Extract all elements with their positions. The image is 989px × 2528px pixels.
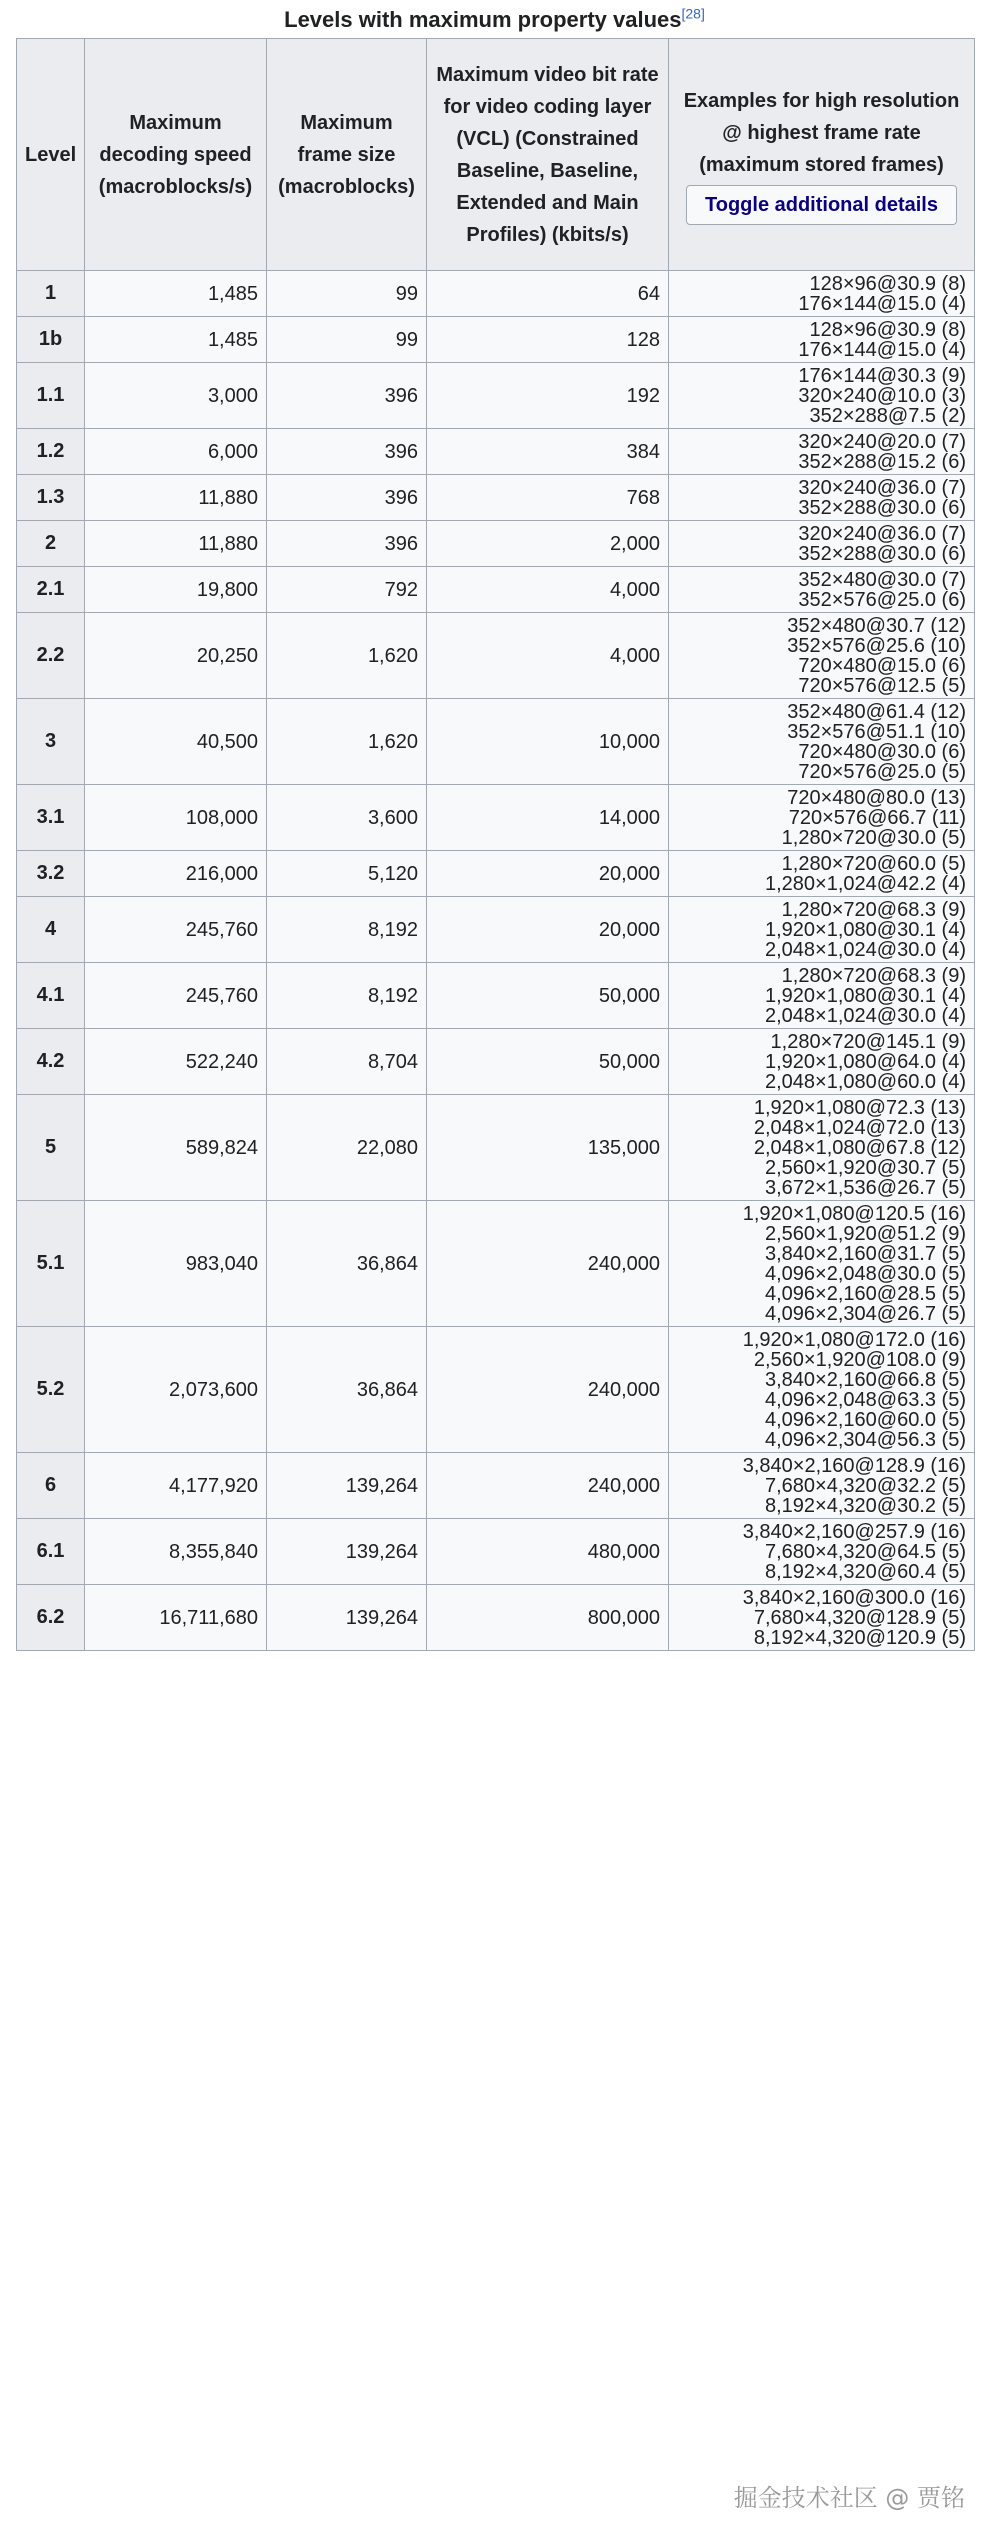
example-line: 352×480@61.4 (12) — [787, 700, 966, 723]
example-line: 352×480@30.0 (7) — [798, 568, 966, 591]
cell-frame: 36,864 — [267, 1327, 427, 1453]
cell-level: 4.1 — [17, 963, 85, 1029]
example-line: 720×480@30.0 (6) — [798, 740, 966, 763]
cell-level: 5.2 — [17, 1327, 85, 1453]
caption-title: Levels with maximum property values — [284, 7, 682, 32]
cell-level: 3 — [17, 699, 85, 785]
cell-speed: 245,760 — [85, 897, 267, 963]
table-row — [17, 963, 975, 1029]
cell-bitrate: 50,000 — [427, 963, 669, 1029]
cell-examples — [669, 429, 975, 475]
cell-speed: 11,880 — [85, 475, 267, 521]
cell-bitrate: 192 — [427, 363, 669, 429]
cell-speed: 8,355,840 — [85, 1519, 267, 1585]
cell-frame: 8,704 — [267, 1029, 427, 1095]
cell-speed: 40,500 — [85, 699, 267, 785]
table-row — [17, 1327, 975, 1453]
cell-bitrate: 128 — [427, 317, 669, 363]
cell-frame: 99 — [267, 317, 427, 363]
cell-frame: 396 — [267, 475, 427, 521]
example-line: 3,840×2,160@300.0 (16) — [742, 1586, 966, 1609]
example-line: 2,048×1,080@67.8 (12) — [753, 1136, 966, 1159]
cell-level: 2 — [17, 521, 85, 567]
example-line: 720×576@25.0 (5) — [798, 760, 966, 783]
cell-bitrate: 4,000 — [427, 567, 669, 613]
cell-level: 5 — [17, 1095, 85, 1201]
example-line: 8,192×4,320@120.9 (5) — [753, 1626, 966, 1649]
cell-level: 3.2 — [17, 851, 85, 897]
cell-speed: 2,073,600 — [85, 1327, 267, 1453]
table-row — [17, 699, 975, 785]
example-line: 320×240@20.0 (7) — [798, 430, 966, 453]
example-line: 8,192×4,320@30.2 (5) — [764, 1494, 966, 1517]
example-line: 7,680×4,320@64.5 (5) — [764, 1540, 966, 1563]
cell-bitrate: 135,000 — [427, 1095, 669, 1201]
levels-table — [16, 38, 975, 1651]
table-row — [17, 363, 975, 429]
example-line: 2,048×1,080@60.0 (4) — [764, 1070, 966, 1093]
example-line: 1,920×1,080@72.3 (13) — [753, 1096, 966, 1119]
cell-bitrate: 20,000 — [427, 897, 669, 963]
cell-examples — [669, 963, 975, 1029]
header-decoding-speed: Maximum decoding speed (macroblocks/s) — [85, 39, 267, 271]
example-line: 352×288@15.2 (6) — [798, 450, 966, 473]
example-line: 4,096×2,048@30.0 (5) — [764, 1262, 966, 1285]
cell-speed: 6,000 — [85, 429, 267, 475]
cell-frame: 396 — [267, 521, 427, 567]
cell-frame: 139,264 — [267, 1453, 427, 1519]
example-line: 3,840×2,160@66.8 (5) — [764, 1368, 966, 1391]
example-line: 352×576@51.1 (10) — [787, 720, 966, 743]
example-line: 320×240@10.0 (3) — [798, 384, 966, 407]
cell-speed: 11,880 — [85, 521, 267, 567]
cell-level: 6.1 — [17, 1519, 85, 1585]
cell-level: 1 — [17, 271, 85, 317]
example-line: 176×144@30.3 (9) — [798, 364, 966, 387]
cell-level: 3.1 — [17, 785, 85, 851]
example-line: 4,096×2,160@60.0 (5) — [764, 1408, 966, 1431]
cell-bitrate: 240,000 — [427, 1201, 669, 1327]
cell-frame: 139,264 — [267, 1585, 427, 1651]
example-line: 1,920×1,080@64.0 (4) — [764, 1050, 966, 1073]
example-line: 4,096×2,304@26.7 (5) — [764, 1302, 966, 1325]
cell-bitrate: 10,000 — [427, 699, 669, 785]
example-line: 720×576@12.5 (5) — [798, 674, 966, 697]
example-line: 1,280×720@68.3 (9) — [781, 964, 966, 987]
cell-examples — [669, 1453, 975, 1519]
cell-bitrate: 240,000 — [427, 1453, 669, 1519]
cell-level: 2.1 — [17, 567, 85, 613]
cell-speed: 216,000 — [85, 851, 267, 897]
example-line: 176×144@15.0 (4) — [798, 338, 966, 361]
cell-bitrate: 384 — [427, 429, 669, 475]
example-line: 1,280×720@145.1 (9) — [770, 1030, 966, 1053]
example-line: 3,840×2,160@31.7 (5) — [764, 1242, 966, 1265]
example-line: 1,920×1,080@30.1 (4) — [764, 984, 966, 1007]
cell-bitrate: 768 — [427, 475, 669, 521]
cell-level: 4.2 — [17, 1029, 85, 1095]
header-bit-rate: Maximum video bit rate for video coding layer (VCL) (Constrained Baseline, Baseline, Extended and Main Profiles) (kbits/s) — [427, 39, 669, 271]
cell-level: 5.1 — [17, 1201, 85, 1327]
example-line: 2,560×1,920@51.2 (9) — [764, 1222, 966, 1245]
reference-link[interactable]: [28] — [681, 5, 705, 22]
example-line: 2,048×1,024@72.0 (13) — [753, 1116, 966, 1139]
cell-examples — [669, 1519, 975, 1585]
cell-examples — [669, 897, 975, 963]
example-line: 2,048×1,024@30.0 (4) — [764, 938, 966, 961]
cell-speed: 245,760 — [85, 963, 267, 1029]
cell-bitrate: 480,000 — [427, 1519, 669, 1585]
cell-examples — [669, 475, 975, 521]
cell-frame: 5,120 — [267, 851, 427, 897]
cell-speed: 108,000 — [85, 785, 267, 851]
table-row — [17, 317, 975, 363]
example-line: 352×288@30.0 (6) — [798, 496, 966, 519]
example-line: 720×576@66.7 (11) — [788, 806, 966, 829]
table-row — [17, 613, 975, 699]
cell-frame: 99 — [267, 271, 427, 317]
cell-bitrate: 800,000 — [427, 1585, 669, 1651]
cell-level: 6 — [17, 1453, 85, 1519]
table-row — [17, 897, 975, 963]
example-line: 2,048×1,024@30.0 (4) — [764, 1004, 966, 1027]
table-row — [17, 1585, 975, 1651]
cell-level: 1b — [17, 317, 85, 363]
table-row — [17, 1095, 975, 1201]
example-line: 2,560×1,920@108.0 (9) — [753, 1348, 966, 1371]
example-line: 320×240@36.0 (7) — [798, 476, 966, 499]
table-row — [17, 1453, 975, 1519]
cell-speed: 1,485 — [85, 317, 267, 363]
cell-bitrate: 64 — [427, 271, 669, 317]
example-line: 1,280×720@68.3 (9) — [781, 898, 966, 921]
table-row — [17, 851, 975, 897]
cell-bitrate: 50,000 — [427, 1029, 669, 1095]
table-row — [17, 429, 975, 475]
cell-bitrate: 2,000 — [427, 521, 669, 567]
example-line: 2,560×1,920@30.7 (5) — [764, 1156, 966, 1179]
table-row — [17, 1201, 975, 1327]
cell-level: 2.2 — [17, 613, 85, 699]
example-line: 4,096×2,304@56.3 (5) — [764, 1428, 966, 1451]
example-line: 1,920×1,080@120.5 (16) — [742, 1202, 966, 1225]
example-line: 1,280×720@60.0 (5) — [781, 852, 966, 875]
cell-level: 4 — [17, 897, 85, 963]
table-row — [17, 785, 975, 851]
table-row — [17, 521, 975, 567]
example-line: 3,840×2,160@128.9 (16) — [742, 1454, 966, 1477]
cell-bitrate: 240,000 — [427, 1327, 669, 1453]
cell-examples — [669, 1201, 975, 1327]
example-line: 176×144@15.0 (4) — [798, 292, 966, 315]
header-examples-label: Examples for high resolution @ highest frame rate (maximum stored frames) — [683, 89, 960, 176]
example-line: 352×576@25.6 (10) — [787, 634, 966, 657]
cell-frame: 139,264 — [267, 1519, 427, 1585]
example-line: 352×480@30.7 (12) — [787, 614, 966, 637]
example-line: 1,920×1,080@172.0 (16) — [742, 1328, 966, 1351]
header-examples — [669, 39, 975, 271]
cell-level: 1.3 — [17, 475, 85, 521]
cell-examples — [669, 567, 975, 613]
cell-examples — [669, 317, 975, 363]
cell-speed: 19,800 — [85, 567, 267, 613]
cell-frame: 8,192 — [267, 897, 427, 963]
watermark: 掘金技术社区 @ 贾铭 — [733, 2484, 965, 2512]
table-caption — [0, 4, 989, 36]
example-line: 352×576@25.0 (6) — [798, 588, 966, 611]
example-line: 3,840×2,160@257.9 (16) — [742, 1520, 966, 1543]
example-line: 4,096×2,160@28.5 (5) — [764, 1282, 966, 1305]
cell-examples — [669, 785, 975, 851]
cell-examples — [669, 1585, 975, 1651]
example-line: 720×480@15.0 (6) — [798, 654, 966, 677]
cell-frame: 22,080 — [267, 1095, 427, 1201]
cell-frame: 36,864 — [267, 1201, 427, 1327]
cell-frame: 3,600 — [267, 785, 427, 851]
example-line: 1,920×1,080@30.1 (4) — [764, 918, 966, 941]
cell-speed: 3,000 — [85, 363, 267, 429]
cell-bitrate: 14,000 — [427, 785, 669, 851]
table-body — [17, 271, 975, 1651]
cell-speed: 16,711,680 — [85, 1585, 267, 1651]
table-row — [17, 1029, 975, 1095]
cell-examples — [669, 521, 975, 567]
cell-examples — [669, 613, 975, 699]
cell-level: 6.2 — [17, 1585, 85, 1651]
cell-examples — [669, 1095, 975, 1201]
cell-frame: 396 — [267, 363, 427, 429]
example-line: 1,280×1,024@42.2 (4) — [764, 872, 966, 895]
cell-examples — [669, 851, 975, 897]
table-row — [17, 567, 975, 613]
cell-speed: 1,485 — [85, 271, 267, 317]
cell-level: 1.1 — [17, 363, 85, 429]
cell-speed: 522,240 — [85, 1029, 267, 1095]
example-line: 720×480@80.0 (13) — [787, 786, 966, 809]
cell-bitrate: 4,000 — [427, 613, 669, 699]
cell-speed: 983,040 — [85, 1201, 267, 1327]
example-line: 352×288@7.5 (2) — [809, 404, 966, 427]
example-line: 3,672×1,536@26.7 (5) — [764, 1176, 966, 1199]
cell-frame: 8,192 — [267, 963, 427, 1029]
cell-frame: 1,620 — [267, 613, 427, 699]
cell-speed: 20,250 — [85, 613, 267, 699]
example-line: 7,680×4,320@128.9 (5) — [753, 1606, 966, 1629]
toggle-details-button[interactable]: Toggle additional details — [686, 185, 957, 225]
example-line: 352×288@30.0 (6) — [798, 542, 966, 565]
table-row — [17, 271, 975, 317]
example-line: 128×96@30.9 (8) — [809, 318, 966, 341]
table-row — [17, 475, 975, 521]
cell-bitrate: 20,000 — [427, 851, 669, 897]
cell-examples — [669, 699, 975, 785]
example-line: 320×240@36.0 (7) — [798, 522, 966, 545]
header-row — [17, 39, 975, 271]
header-frame-size: Maximum frame size (macroblocks) — [267, 39, 427, 271]
example-line: 128×96@30.9 (8) — [809, 272, 966, 295]
header-level: Level — [17, 39, 85, 271]
cell-frame: 792 — [267, 567, 427, 613]
cell-frame: 1,620 — [267, 699, 427, 785]
cell-examples — [669, 1327, 975, 1453]
example-line: 7,680×4,320@32.2 (5) — [764, 1474, 966, 1497]
cell-level: 1.2 — [17, 429, 85, 475]
cell-speed: 589,824 — [85, 1095, 267, 1201]
cell-frame: 396 — [267, 429, 427, 475]
cell-examples — [669, 1029, 975, 1095]
cell-examples — [669, 363, 975, 429]
example-line: 4,096×2,048@63.3 (5) — [764, 1388, 966, 1411]
cell-examples — [669, 271, 975, 317]
cell-speed: 4,177,920 — [85, 1453, 267, 1519]
example-line: 1,280×720@30.0 (5) — [781, 826, 966, 849]
example-line: 8,192×4,320@60.4 (5) — [764, 1560, 966, 1583]
table-row — [17, 1519, 975, 1585]
